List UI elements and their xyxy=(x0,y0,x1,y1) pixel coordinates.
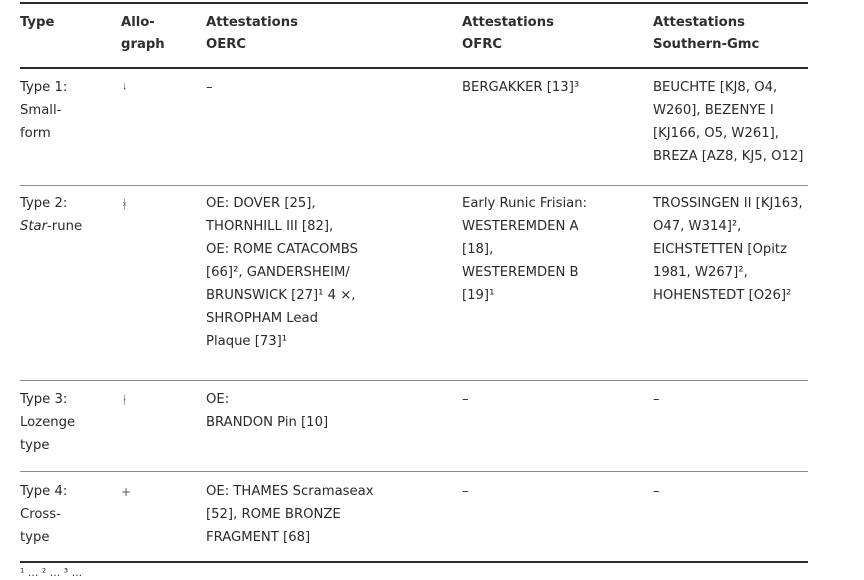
header-type: Type xyxy=(20,15,55,30)
footnote: ¹ ... ² ... ³ ... xyxy=(20,566,83,579)
oerc-cell: THORNHILL III [82], xyxy=(206,219,334,234)
ofrc-cell: BERGAKKER [13]³ xyxy=(462,80,580,95)
small-form-rune-icon: ᛍ xyxy=(121,81,129,95)
oerc-cell: Plaque [73]¹ xyxy=(206,334,288,349)
southern-cell: BEUCHTE [KJ8, O4, xyxy=(653,80,778,95)
type-cell: Small- xyxy=(20,103,62,118)
header-allograph-line1: Allo- xyxy=(121,15,155,30)
ofrc-cell: [18], xyxy=(462,242,494,257)
oerc-cell: OE: DOVER [25], xyxy=(206,196,316,211)
cross-rune-icon: + xyxy=(121,485,132,499)
type-cell: Type 2: xyxy=(20,196,68,211)
star-rune-icon: ᚼ xyxy=(121,197,129,211)
oerc-cell: [52], ROME BRONZE xyxy=(206,507,341,522)
type-cell: form xyxy=(20,126,51,141)
ofrc-cell: – xyxy=(462,484,469,499)
type-cell: type xyxy=(20,530,50,545)
header-ofrc-line2: OFRC xyxy=(462,37,503,52)
header-ofrc-line1: Attestations xyxy=(462,15,554,30)
southern-cell: TROSSINGEN II [KJ163, xyxy=(653,196,803,211)
southern-cell: O47, W314]², xyxy=(653,219,742,234)
ofrc-cell: – xyxy=(462,392,469,407)
southern-cell: BREZA [AZ8, KJ5, O12] xyxy=(653,149,804,164)
header-southern-line2: Southern-Gmc xyxy=(653,37,760,52)
type-cell: Cross- xyxy=(20,507,61,522)
header-oerc-line1: Attestations xyxy=(206,15,298,30)
ofrc-cell: WESTEREMDEN A xyxy=(462,219,579,234)
ofrc-cell: Early Runic Frisian: xyxy=(462,196,588,211)
row-divider xyxy=(20,380,808,381)
header-allograph-line2: graph xyxy=(121,37,165,52)
type-cell: Type 3: xyxy=(20,392,68,407)
header-oerc-line2: OERC xyxy=(206,37,247,52)
oerc-cell: FRAGMENT [68] xyxy=(206,530,311,545)
southern-cell: – xyxy=(653,392,660,407)
header-southern-line1: Attestations xyxy=(653,15,745,30)
southern-cell: [KJ166, O5, W261], xyxy=(653,126,779,141)
type-cell: type xyxy=(20,438,50,453)
row-divider xyxy=(20,471,808,472)
southern-cell: W260], BEZENYE I xyxy=(653,103,774,118)
ofrc-cell: WESTEREMDEN B xyxy=(462,265,579,280)
oerc-cell: BRUNSWICK [27]¹ 4 ×, xyxy=(206,288,356,303)
oerc-cell: – xyxy=(206,80,213,95)
oerc-cell: OE: xyxy=(206,392,230,407)
type-cell: Type 1: xyxy=(20,80,68,95)
southern-cell: 1981, W267]², xyxy=(653,265,748,280)
type-cell: Lozenge xyxy=(20,415,76,430)
header-rule xyxy=(20,67,808,69)
oerc-cell: [66]², GANDERSHEIM/ xyxy=(206,265,350,280)
lozenge-rune-icon: ᚽ xyxy=(121,393,129,407)
southern-cell: HOHENSTEDT [O26]² xyxy=(653,288,792,303)
type-cell: Star-rune xyxy=(20,219,83,234)
table-top-rule xyxy=(20,2,808,4)
row-divider xyxy=(20,185,808,186)
southern-cell: – xyxy=(653,484,660,499)
oerc-cell: SHROPHAM Lead xyxy=(206,311,318,326)
oerc-cell: OE: ROME CATACOMBS xyxy=(206,242,358,257)
type-cell: Type 4: xyxy=(20,484,68,499)
table-bottom-rule xyxy=(20,561,808,563)
oerc-cell: BRANDON Pin [10] xyxy=(206,415,329,430)
southern-cell: EICHSTETTEN [Opitz xyxy=(653,242,788,257)
oerc-cell: OE: THAMES Scramaseax xyxy=(206,484,374,499)
ofrc-cell: [19]¹ xyxy=(462,288,495,303)
